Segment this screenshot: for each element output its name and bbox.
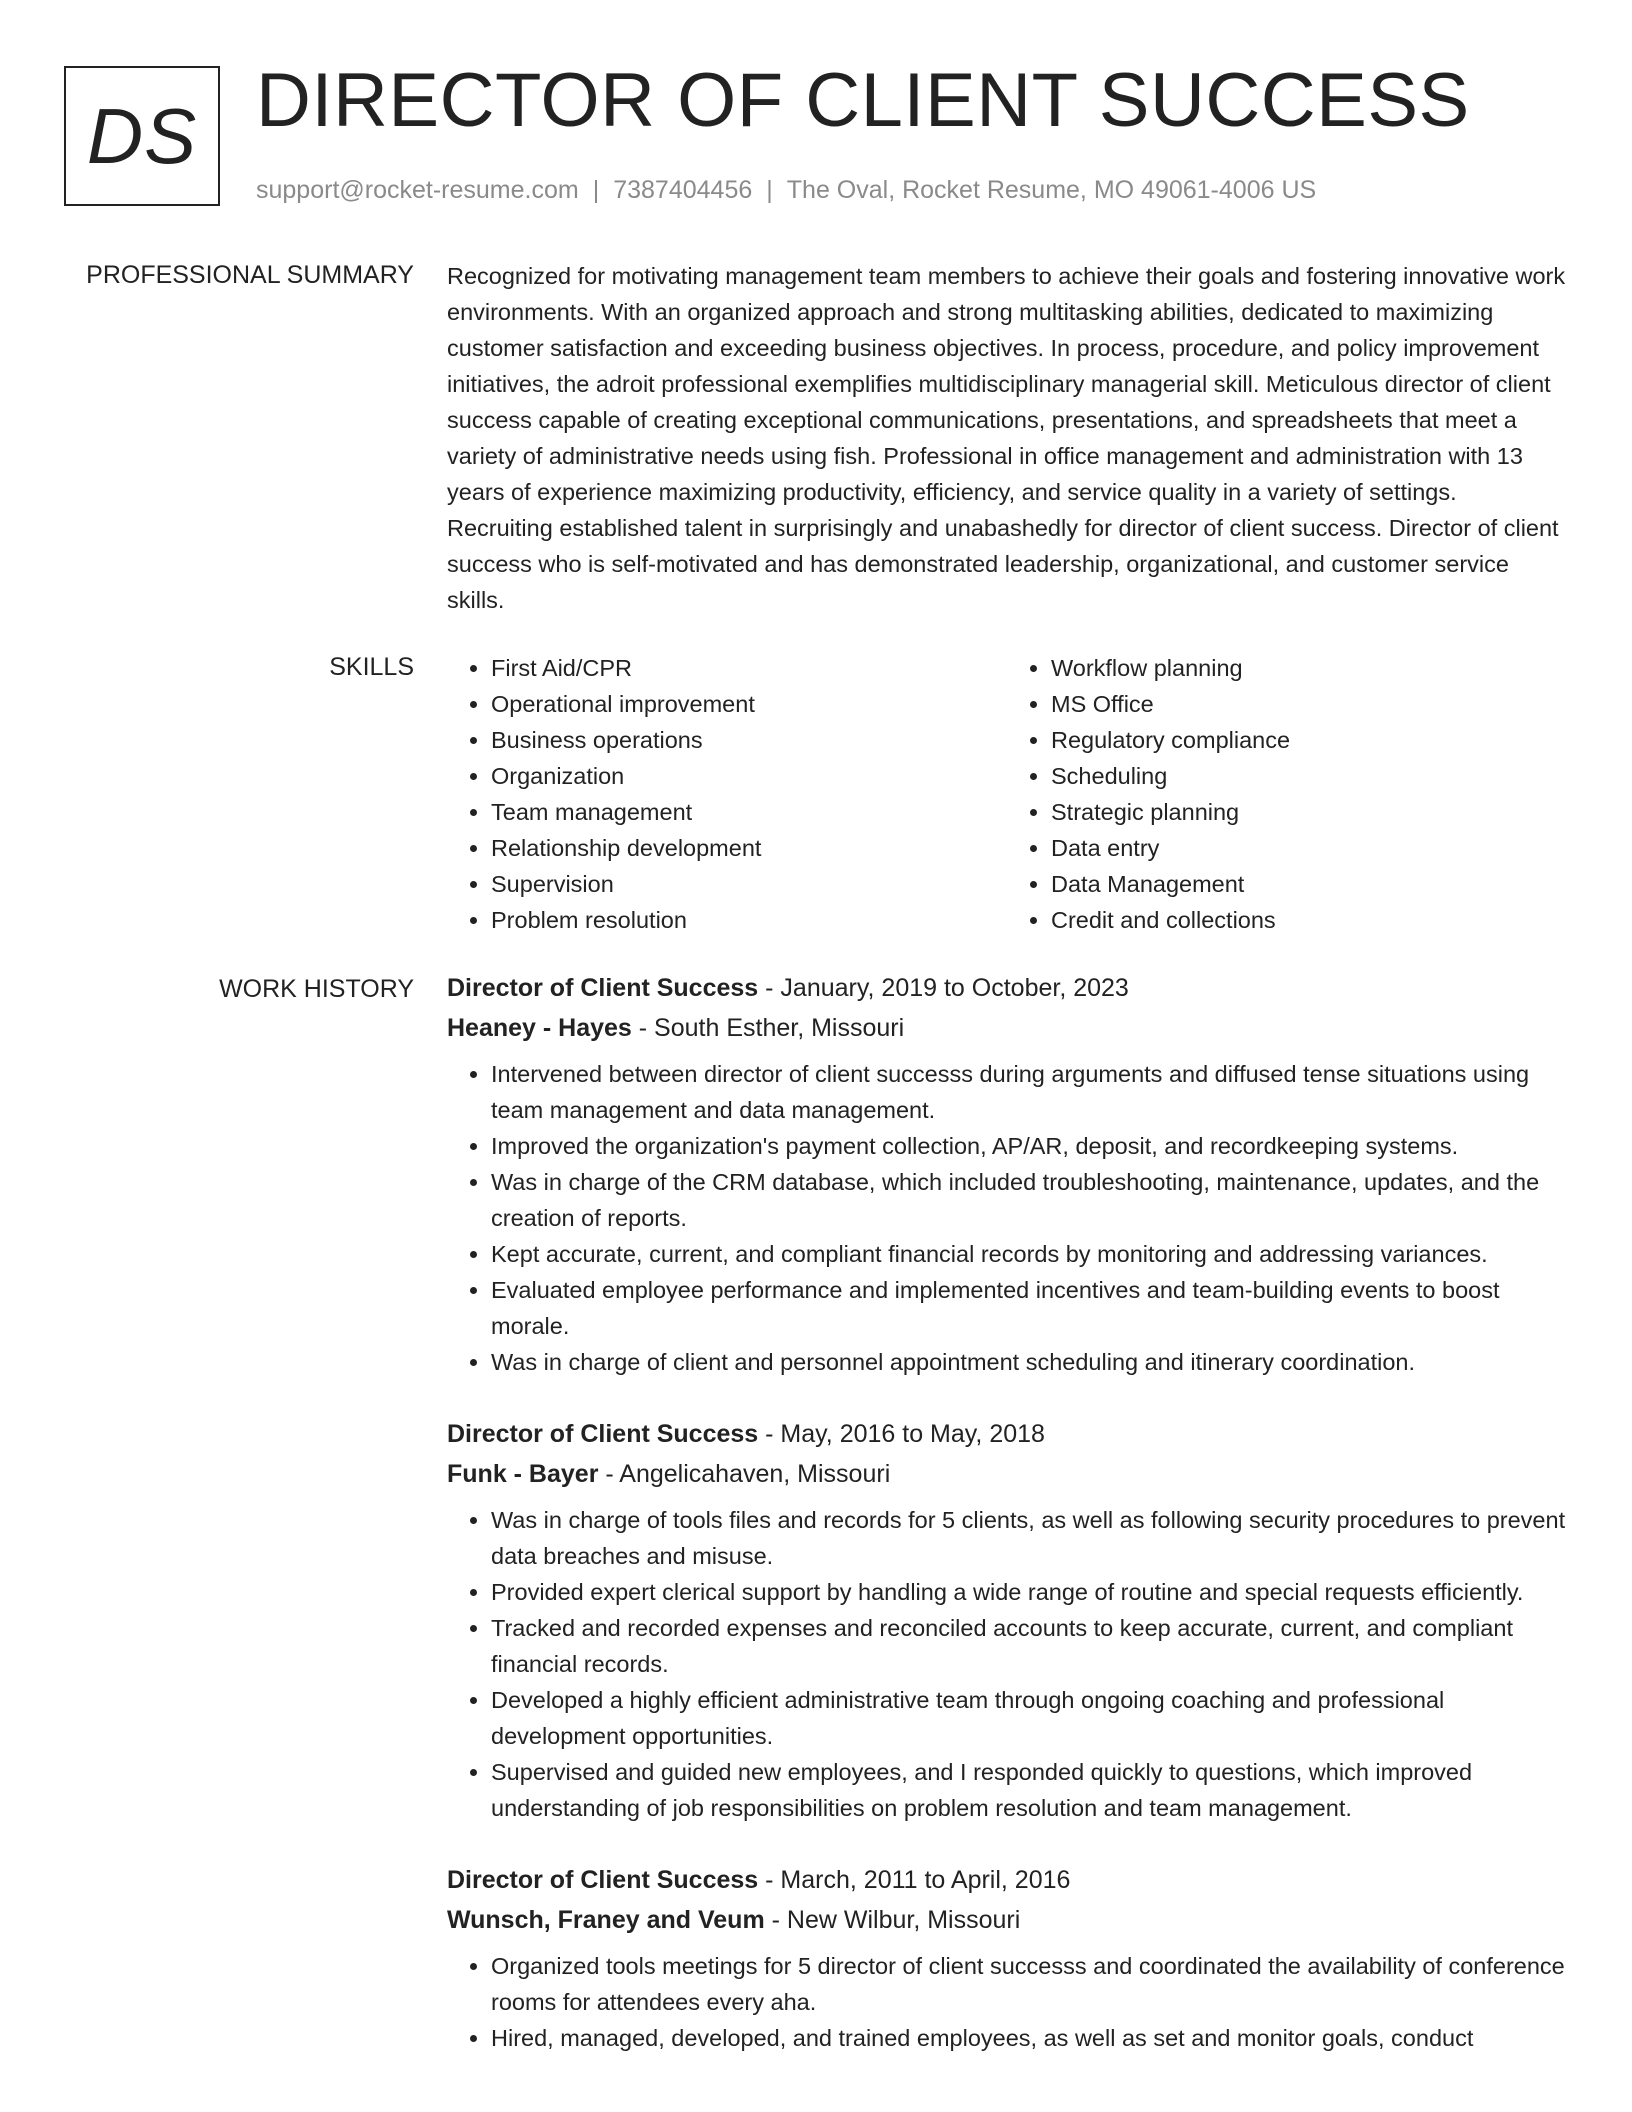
skill-item: • MS Office [1051, 686, 1567, 722]
job-company-line [447, 1008, 1567, 1048]
skill-item: • Relationship development [491, 830, 1007, 866]
job-bullet: • Was in charge of client and personnel appointment scheduling and itinerary coordination. [491, 1344, 1567, 1380]
skill-item: • Data entry [1051, 830, 1567, 866]
job-bullet: • Improved the organization's payment collection, AP/AR, deposit, and recordkeeping systems. [491, 1128, 1567, 1164]
work-history-label: WORK HISTORY [219, 975, 414, 1003]
contact-address: The Oval, Rocket Resume, MO 49061-4006 US [786, 176, 1317, 204]
skill-item: • Data Management [1051, 866, 1567, 902]
job-location: - Angelicahaven, Missouri [598, 1460, 891, 1488]
monogram-box [64, 66, 220, 206]
job-bullet: • Was in charge of tools files and records for 5 clients, as well as following security procedures to prevent data breaches and misuse. [491, 1502, 1567, 1574]
job-title-line [447, 968, 1567, 1008]
skill-item: • Strategic planning [1051, 794, 1567, 830]
skill-item: • Supervision [491, 866, 1007, 902]
job-bullet: • Was in charge of the CRM database, which included troubleshooting, maintenance, updates, and the creation of reports. [491, 1164, 1567, 1236]
job-location: - South Esther, Missouri [631, 1014, 905, 1042]
skill-item: • Credit and collections [1051, 902, 1567, 938]
job-entry [447, 1860, 1567, 2056]
summary-body [447, 258, 1567, 618]
summary-text: Recognized for motivating management team members to achieve their goals and fostering innovative work environments. With an organized approach and strong multitasking abilities, dedicated to maximizing customer satisfaction and exceeding business objectives. In process, procedure, and policy improvement initiatives, the adroit professional exemplifies multidisciplinary managerial skill. Meticulous director of client success capable of creating exceptional communications, presentations, and spreadsheets that meet a variety of administrative needs using fish. Professional in office management and administration with 13 years of experience maximizing productivity, efficiency, and service quality in a variety of settings. Recruiting established talent in surprisingly and unabashedly for director of client success. Director of client success who is self-motivated and has demonstrated leadership, organizational, and customer service skills. [447, 263, 1566, 613]
job-company-line [447, 1454, 1567, 1494]
contact-email: support@rocket-resume.com [256, 176, 579, 204]
contact-separator: | [766, 176, 773, 204]
job-title: Director of Client Success [447, 1866, 759, 1894]
job-dates: - March, 2011 to April, 2016 [758, 1866, 1071, 1894]
skill-item: • First Aid/CPR [491, 650, 1007, 686]
contact-line [256, 175, 1316, 205]
job-company: Heaney - Hayes [447, 1014, 632, 1042]
skills-label: SKILLS [329, 653, 414, 681]
job-title: Director of Client Success [447, 1420, 759, 1448]
contact-phone: 7387404456 [613, 176, 753, 204]
skills-list-right [1007, 650, 1567, 938]
job-bullets [447, 1502, 1567, 1826]
contact-separator: | [592, 176, 600, 204]
skill-item: • Scheduling [1051, 758, 1567, 794]
skill-item: • Regulatory compliance [1051, 722, 1567, 758]
work-history-body [447, 968, 1567, 2090]
skill-item: • Problem resolution [491, 902, 1007, 938]
job-dates: - May, 2016 to May, 2018 [758, 1420, 1045, 1448]
job-title-line [447, 1860, 1567, 1900]
monogram-initials: DS [86, 91, 198, 180]
skill-item: • Business operations [491, 722, 1007, 758]
job-company: Funk - Bayer [447, 1460, 599, 1488]
job-title-line [447, 1414, 1567, 1454]
job-bullets [447, 1948, 1567, 2056]
job-bullets [447, 1056, 1567, 1380]
job-bullet: • Evaluated employee performance and implemented incentives and team-building events to boost morale. [491, 1272, 1567, 1344]
job-dates: - January, 2019 to October, 2023 [758, 974, 1129, 1002]
skills-body [447, 650, 1567, 938]
skill-item: • Team management [491, 794, 1007, 830]
job-bullet: • Developed a highly efficient administrative team through ongoing coaching and professional development opportunities. [491, 1682, 1567, 1754]
job-bullet: • Intervened between director of client successs during arguments and diffused tense situations using team management and data management. [491, 1056, 1567, 1128]
skills-list-left [447, 650, 1007, 938]
job-bullet: • Hired, managed, developed, and trained employees, as well as set and monitor goals, conduct [491, 2020, 1567, 2056]
job-bullet: • Tracked and recorded expenses and reconciled accounts to keep accurate, current, and compliant financial records. [491, 1610, 1567, 1682]
skill-item: • Organization [491, 758, 1007, 794]
job-entry [447, 1414, 1567, 1826]
job-bullet: • Provided expert clerical support by handling a wide range of routine and special requests efficiently. [491, 1574, 1567, 1610]
job-company-line [447, 1900, 1567, 1940]
job-entry [447, 968, 1567, 1380]
skill-item: • Operational improvement [491, 686, 1007, 722]
summary-label: PROFESSIONAL SUMMARY [86, 261, 414, 289]
skills-columns [447, 650, 1567, 938]
job-title: Director of Client Success [447, 974, 759, 1002]
resume-title: DIRECTOR OF CLIENT SUCCESS [256, 58, 1470, 143]
job-bullet: • Kept accurate, current, and compliant financial records by monitoring and addressing variances. [491, 1236, 1567, 1272]
skill-item: • Workflow planning [1051, 650, 1567, 686]
job-company: Wunsch, Franey and Veum [447, 1906, 765, 1934]
job-bullet: • Supervised and guided new employees, and I responded quickly to questions, which improved understanding of job responsibilities on problem resolution and team management. [491, 1754, 1567, 1826]
job-bullet: • Organized tools meetings for 5 director of client successs and coordinated the availability of conference rooms for attendees every aha. [491, 1948, 1567, 2020]
job-location: - New Wilbur, Missouri [764, 1906, 1021, 1934]
